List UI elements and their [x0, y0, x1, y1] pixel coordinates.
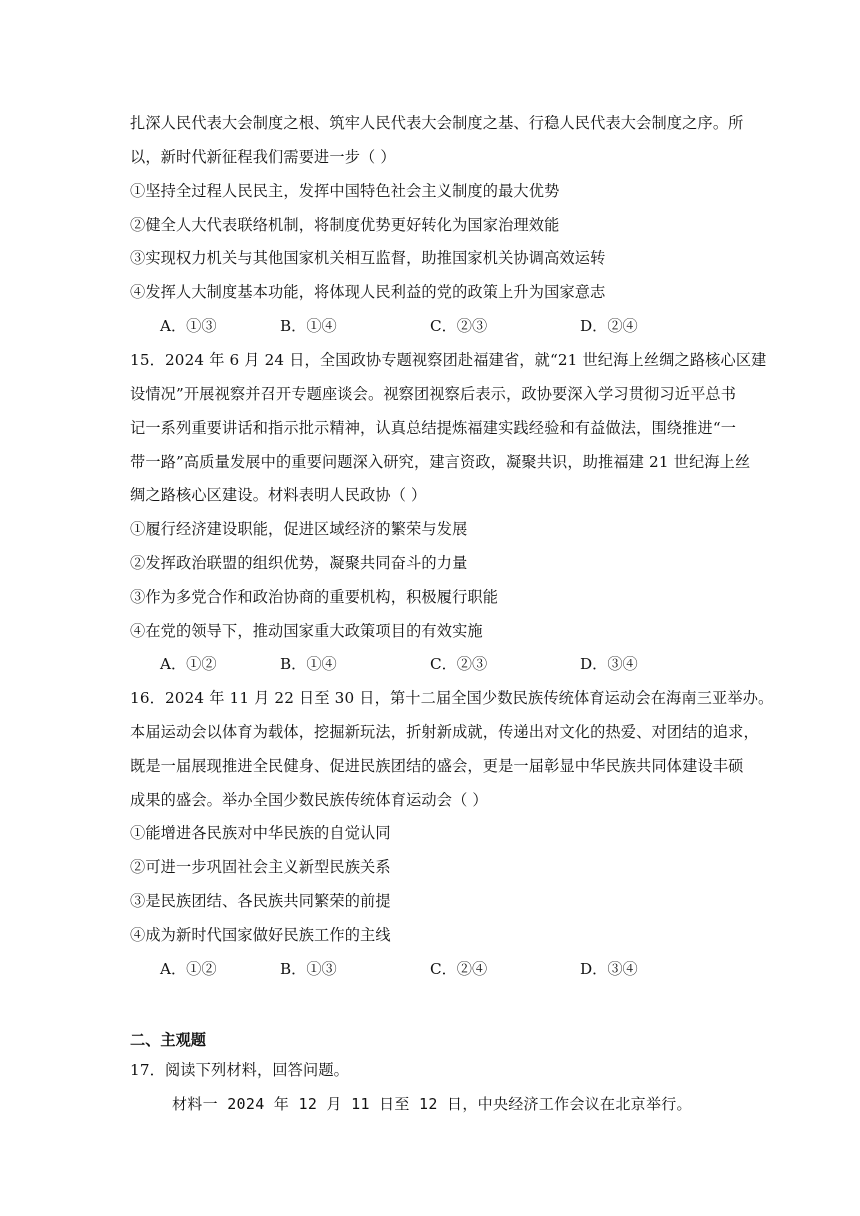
q14-statement-3: ③实现权力机关与其他国家机关相互监督，助推国家机关协调高效运转	[130, 249, 606, 267]
q15-stem-line-4: 带一路”高质量发展中的重要问题深入研究，建言资政，凝聚共识，助推福建 21 世纪海上丝	[130, 453, 751, 471]
q15-option-b: B．①④	[280, 655, 337, 673]
q16-option-b: B．①③	[280, 960, 337, 978]
q17-prompt: 17．阅读下列材料，回答问题。	[130, 1061, 350, 1079]
q14-option-c: C．②③	[430, 317, 488, 335]
q14-option-a: A．①③	[160, 317, 217, 335]
q16-statement-1: ①能增进各民族对中华民族的自觉认同	[130, 824, 391, 842]
q14-statement-1: ①坚持全过程人民民主，发挥中国特色社会主义制度的最大优势	[130, 182, 560, 200]
q16-statement-3: ③是民族团结、各民族共同繁荣的前提	[130, 892, 391, 910]
q16-stem-line-2: 本届运动会以体育为载体，挖掘新玩法，折射新成就，传递出对文化的热爱、对团结的追求，	[130, 723, 759, 741]
q16-statement-2: ②可进一步巩固社会主义新型民族关系	[130, 858, 391, 876]
q15-stem-line-3: 记一系列重要讲话和指示批示精神，认真总结提炼福建实践经验和有益做法，围绕推进“一	[130, 419, 737, 437]
q16-statement-4: ④成为新时代国家做好民族工作的主线	[130, 926, 391, 944]
q17-material-1: 材料一 2024 年 12 月 11 日至 12 日，中央经济工作会议在北京举行。	[172, 1095, 692, 1113]
q16-options	[130, 959, 740, 979]
q14-stem-line-1: 扎深人民代表大会制度之根、筑牢人民代表大会制度之基、行稳人民代表大会制度之序。所	[130, 114, 744, 132]
q14-options	[130, 316, 740, 336]
q15-option-a: A．①②	[160, 655, 217, 673]
q15-options	[130, 654, 740, 674]
q15-stem-line-1: 15．2024 年 6 月 24 日，全国政协专题视察团赴福建省，就“21 世纪海上丝绸之路核心区建	[130, 351, 767, 369]
section-heading: 二、主观题	[130, 1031, 206, 1049]
q14-stem-line-2: 以，新时代新征程我们需要进一步（ ）	[130, 148, 396, 166]
q14-option-d: D．②④	[580, 317, 638, 335]
q14-statement-4: ④发挥人大制度基本功能，将体现人民利益的党的政策上升为国家意志	[130, 283, 606, 301]
q14-option-b: B．①④	[280, 317, 337, 335]
q14-statement-2: ②健全人大代表联络机制，将制度优势更好转化为国家治理效能	[130, 216, 560, 234]
q16-option-c: C．②④	[430, 960, 488, 978]
q16-option-a: A．①②	[160, 960, 217, 978]
q16-option-d: D．③④	[580, 960, 638, 978]
q16-stem-line-4: 成果的盛会。举办全国少数民族传统体育运动会（ ）	[130, 791, 488, 809]
q15-statement-3: ③作为多党合作和政治协商的重要机构，积极履行职能	[130, 588, 499, 606]
q16-stem-line-3: 既是一届展现推进全民健身、促进民族团结的盛会，更是一届彰显中华民族共同体建设丰硕	[130, 757, 744, 775]
q15-statement-2: ②发挥政治联盟的组织优势，凝聚共同奋斗的力量	[130, 554, 468, 572]
q15-stem-line-2: 设情况”开展视察并召开专题座谈会。视察团视察后表示，政协要深入学习贯彻习近平总书	[130, 385, 737, 403]
q15-option-c: C．②③	[430, 655, 488, 673]
q16-stem-line-1: 16．2024 年 11 月 22 日至 30 日，第十二届全国少数民族传统体育运动会在海南三亚举办。	[130, 689, 774, 707]
q15-option-d: D．③④	[580, 655, 638, 673]
q15-stem-line-5: 绸之路核心区建设。材料表明人民政协（ ）	[130, 486, 427, 504]
q15-statement-4: ④在党的领导下，推动国家重大政策项目的有效实施	[130, 622, 483, 640]
q15-statement-1: ①履行经济建设职能，促进区域经济的繁荣与发展	[130, 520, 468, 538]
